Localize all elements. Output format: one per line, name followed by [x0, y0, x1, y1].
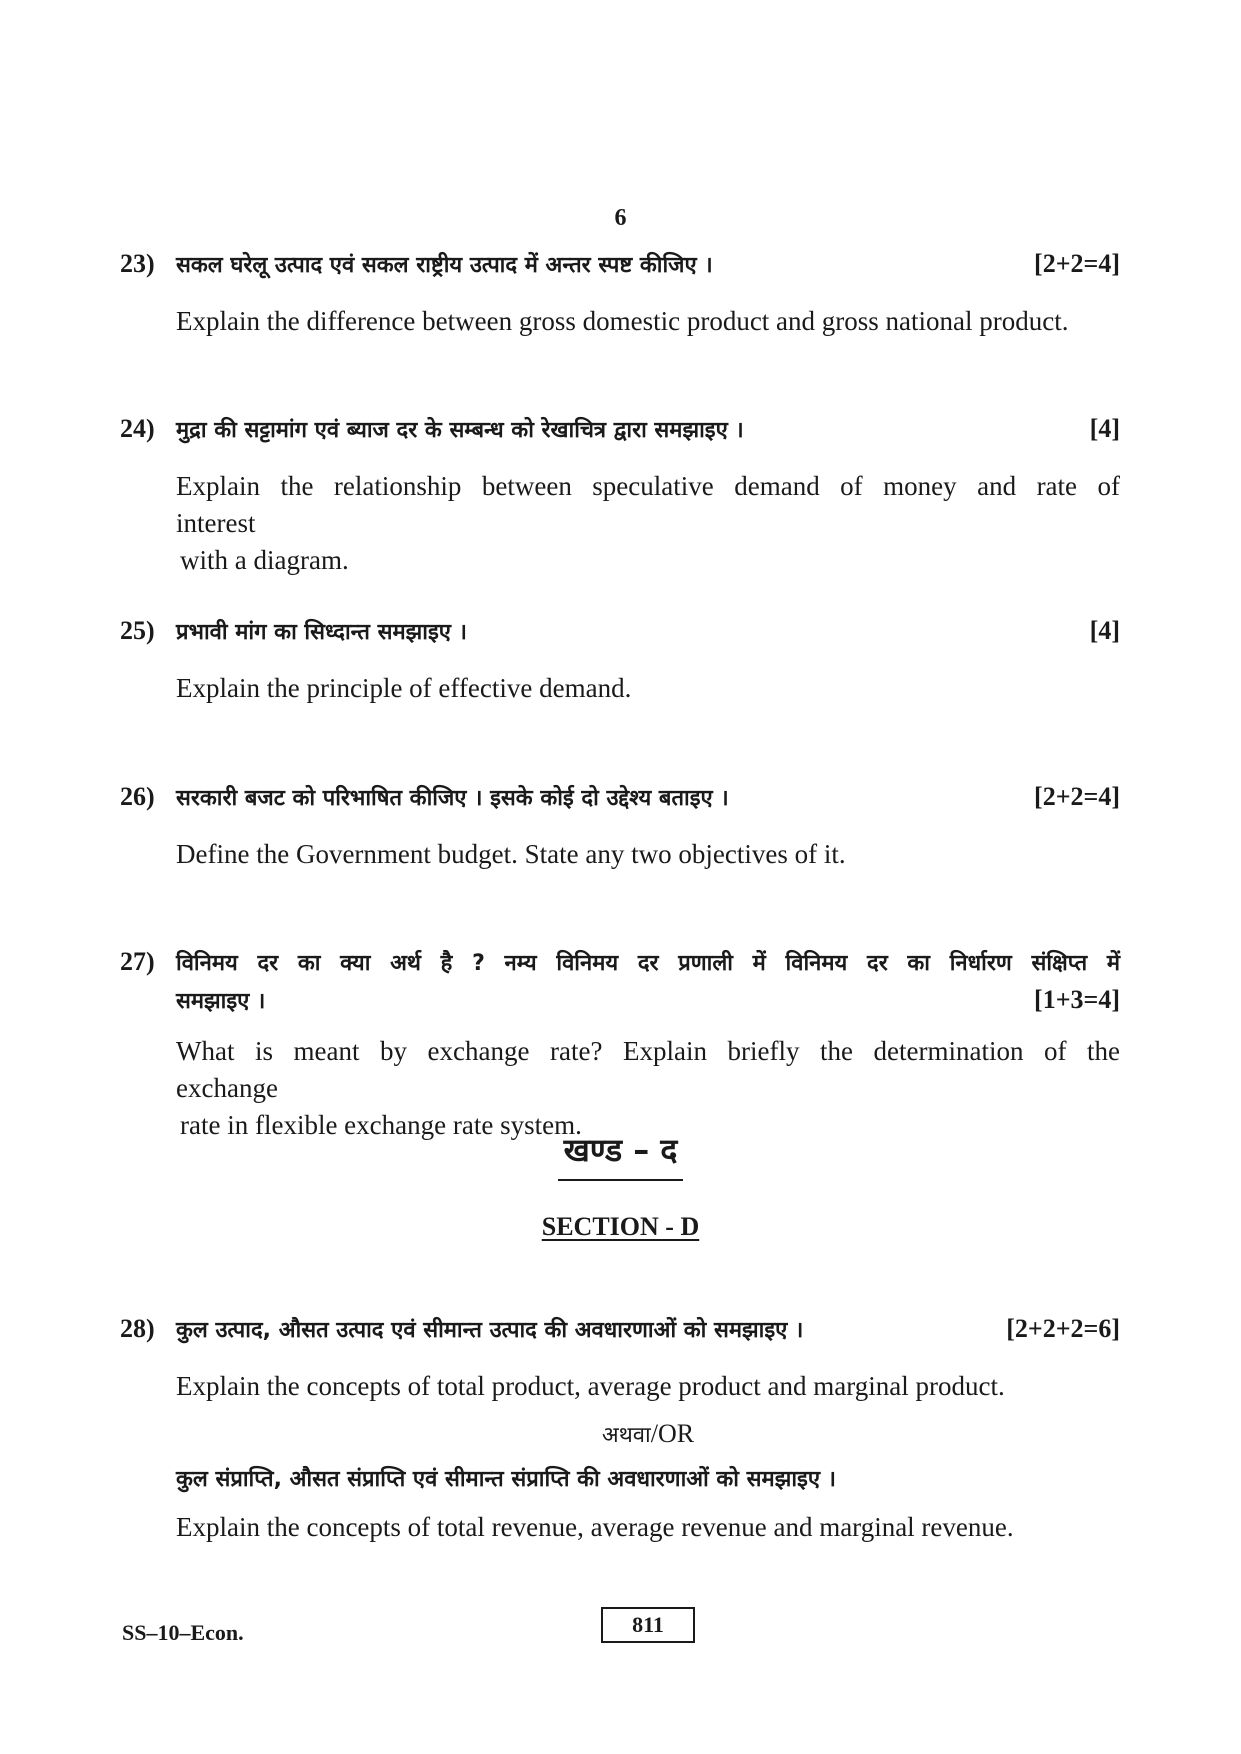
question-number: 26): [120, 782, 155, 811]
question-number: 27): [120, 947, 155, 976]
question-english-text: Explain the concepts of total product, average product and marginal product.: [176, 1371, 1005, 1401]
question-number: 28): [120, 1314, 155, 1343]
question-hindi-text: सरकारी बजट को परिभाषित कीजिए । इसके कोई दो उद्देश्य बताइए ।: [176, 786, 729, 811]
or-hindi: अथवा: [601, 1423, 651, 1448]
or-english: /OR: [650, 1419, 695, 1448]
english-line-1: Explain the relationship between speculative demand of money and rate of interest: [176, 471, 1120, 538]
paper-code: SS–10–Econ.: [122, 1620, 244, 1645]
alternate-question-english: Explain the concepts of total revenue, average revenue and marginal revenue.: [176, 1512, 1014, 1542]
question-hindi-text: विनिमय दर का क्या अर्थ है ? नम्य विनिमय दर प्रणाली में विनिमय दर का निर्धारण संक्षिप्त में: [176, 951, 1120, 976]
question-hindi-text: प्रभावी मांग का सिध्दान्त समझाइए ।: [176, 620, 467, 645]
question-28: [120, 1312, 1120, 1546]
question-english-text: Define the Government budget. State any two objectives of it.: [176, 839, 846, 869]
question-number: 23): [120, 249, 155, 278]
question-number: 25): [120, 616, 155, 645]
question-marks: [4]: [1089, 414, 1120, 443]
question-marks: [4]: [1089, 616, 1120, 645]
question-25: [120, 614, 1120, 707]
paper-number-box: 811: [601, 1607, 695, 1643]
question-hindi-text: सकल घरेलू उत्पाद एवं सकल राष्ट्रीय उत्पाद में अन्तर स्पष्ट कीजिए ।: [176, 253, 713, 278]
question-hindi-text: कुल उत्पाद, औसत उत्पाद एवं सीमान्त उत्पाद की अवधारणाओं को समझाइए ।: [176, 1318, 804, 1343]
page-number: 6: [614, 205, 627, 231]
question-english-text: Explain the principle of effective demand.: [176, 673, 632, 703]
question-24: [120, 412, 1120, 579]
question-marks: [1+3=4]: [1034, 985, 1120, 1014]
question-english-text: [176, 468, 1120, 579]
question-marks: [2+2=4]: [1034, 782, 1120, 811]
question-marks: [2+2+2=6]: [1006, 1314, 1120, 1343]
english-line-1: What is meant by exchange rate? Explain briefly the determination of the exchange: [176, 1036, 1120, 1103]
question-26: [120, 780, 1120, 873]
alternate-question-hindi: कुल संप्राप्ति, औसत संप्राप्ति एवं सीमान्त संप्राप्ति की अवधारणाओं को समझाइए ।: [176, 1467, 836, 1492]
question-27: [120, 945, 1120, 1144]
question-marks: [2+2=4]: [1034, 249, 1120, 278]
question-hindi-text: मुद्रा की सट्टामांग एवं ब्याज दर के सम्बन्ध को रेखाचित्र द्वारा समझाइए ।: [176, 418, 744, 443]
question-hindi-text-line-2: समझाइए ।: [176, 989, 266, 1014]
english-line-2: with a diagram.: [180, 545, 349, 575]
or-separator: [176, 1419, 1120, 1449]
section-heading-english: SECTION - D: [541, 1212, 700, 1241]
question-number: 24): [120, 414, 155, 443]
question-23: [120, 247, 1120, 340]
english-line-2: rate in flexible exchange rate system.: [180, 1110, 582, 1140]
section-heading-hindi: खण्ड – द: [0, 1128, 1241, 1181]
question-english-text: Explain the difference between gross domestic product and gross national product.: [176, 306, 1069, 336]
